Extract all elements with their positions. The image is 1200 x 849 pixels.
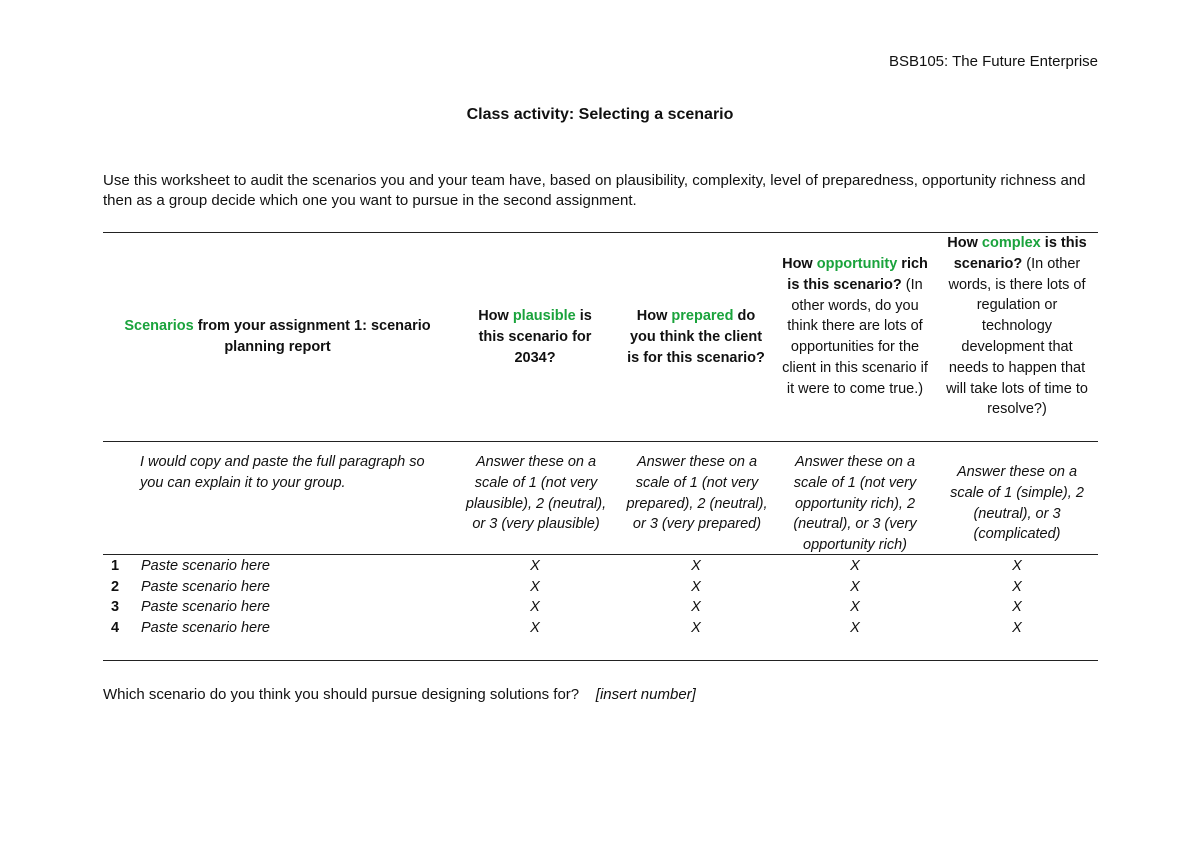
row-number: 4 xyxy=(111,620,120,636)
plausible-score[interactable]: X xyxy=(530,579,540,595)
instruction-opportunity: Answer these on a scale of 1 (not very opportunity rich), 2 (neutral), or 3 (very opportunity rich) xyxy=(793,454,917,554)
row-number: 3 xyxy=(111,599,120,615)
opportunity-score[interactable]: X xyxy=(850,558,860,574)
header-plausible: How plausible is this scenario for 2034? xyxy=(478,308,592,366)
complex-score[interactable]: X xyxy=(1012,620,1022,636)
table-bottom-rule xyxy=(103,660,1098,661)
header-opportunity: How opportunity rich is this scenario? (In other words, do you think there are lots of opportunities for the client in this scenario if it were to come true.) xyxy=(782,256,928,397)
instruction-scenarios: I would copy and paste the full paragraph so you can explain it to your group. xyxy=(140,454,425,491)
prepared-score[interactable]: X xyxy=(691,558,701,574)
complex-score[interactable]: X xyxy=(1012,599,1022,615)
plausible-score[interactable]: X xyxy=(530,558,540,574)
scenario-placeholder[interactable]: Paste scenario here xyxy=(141,620,270,636)
header-scenarios: Scenarios from your assignment 1: scenario planning report xyxy=(124,318,431,355)
opportunity-score[interactable]: X xyxy=(850,579,860,595)
prepared-score[interactable]: X xyxy=(691,579,701,595)
scenario-placeholder[interactable]: Paste scenario here xyxy=(141,558,270,574)
header-divider-rule xyxy=(103,441,1098,442)
row-number: 1 xyxy=(111,558,120,574)
opportunity-score[interactable]: X xyxy=(850,620,860,636)
page-title: Class activity: Selecting a scenario xyxy=(466,106,734,123)
instruction-complex: Answer these on a scale of 1 (simple), 2 (neutral), or 3 (complicated) xyxy=(950,464,1084,543)
instruction-prepared: Answer these on a scale of 1 (not very prepared), 2 (neutral), or 3 (very prepared) xyxy=(626,454,768,533)
plausible-score[interactable]: X xyxy=(530,599,540,615)
header-prepared: How prepared do you think the client is for this scenario? xyxy=(627,308,765,366)
intro-paragraph: Use this worksheet to audit the scenarios you and your team have, based on plausibility, complexity, level of preparedness, opportunity richness and then as a group decide which one you want to pursue in the second assignment. xyxy=(103,172,1086,209)
prepared-score[interactable]: X xyxy=(691,599,701,615)
selection-question: Which scenario do you think you should pursue designing solutions for? [insert number] xyxy=(103,686,696,703)
header-complex: How complex is this scenario? (In other words, is there lots of regulation or technology development that needs to happen that will take lots of time to resolve?) xyxy=(946,235,1088,418)
complex-score[interactable]: X xyxy=(1012,579,1022,595)
scenario-placeholder[interactable]: Paste scenario here xyxy=(141,599,270,615)
opportunity-score[interactable]: X xyxy=(850,599,860,615)
complex-score[interactable]: X xyxy=(1012,558,1022,574)
plausible-score[interactable]: X xyxy=(530,620,540,636)
instruction-plausible: Answer these on a scale of 1 (not very plausible), 2 (neutral), or 3 (very plausible) xyxy=(465,454,607,533)
header-complex-note: (In other words, is there lots of regulation or technology development that needs to happen that will take lots of time to resolve?) xyxy=(946,255,1088,418)
header-opportunity-note: (In other words, do you think there are lots of opportunities for the client in this scenario if it were to come true.) xyxy=(782,276,928,397)
course-header: BSB105: The Future Enterprise xyxy=(888,53,1098,70)
row-number: 2 xyxy=(111,579,120,595)
prepared-score[interactable]: X xyxy=(691,620,701,636)
insert-number-placeholder[interactable]: [insert number] xyxy=(595,686,696,703)
scenario-placeholder[interactable]: Paste scenario here xyxy=(141,579,270,595)
instruction-divider-rule xyxy=(103,554,1098,555)
